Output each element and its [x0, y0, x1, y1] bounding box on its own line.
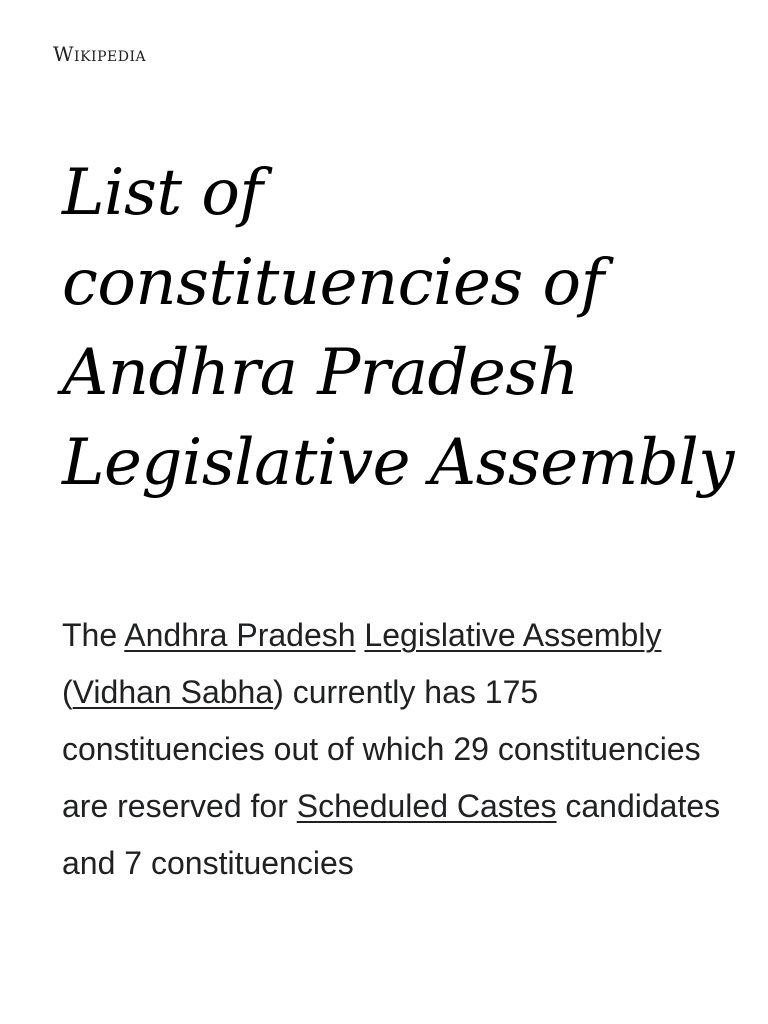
intro-text: ) currently has 175 constituencies out of which 29 constituencies are reserved for [62, 674, 701, 824]
intro-text: candidates and 7 constituencies [62, 788, 721, 881]
page-title: List of constituencies of Andhra Pradesh Legislative Assembly [62, 156, 734, 500]
intro-text: The [62, 617, 125, 653]
intro-paragraph [62, 607, 722, 892]
link-scheduled-castes[interactable]: Scheduled Castes [296, 788, 557, 824]
link-legislative-assembly[interactable]: Legislative Assembly [364, 617, 662, 653]
link-vidhan-sabha[interactable]: Vidhan Sabha [72, 674, 274, 710]
intro-text: ( [62, 674, 73, 710]
wikipedia-wordmark[interactable]: Wikipedia [53, 42, 147, 66]
link-andhra-pradesh[interactable]: Andhra Pradesh [124, 617, 356, 653]
